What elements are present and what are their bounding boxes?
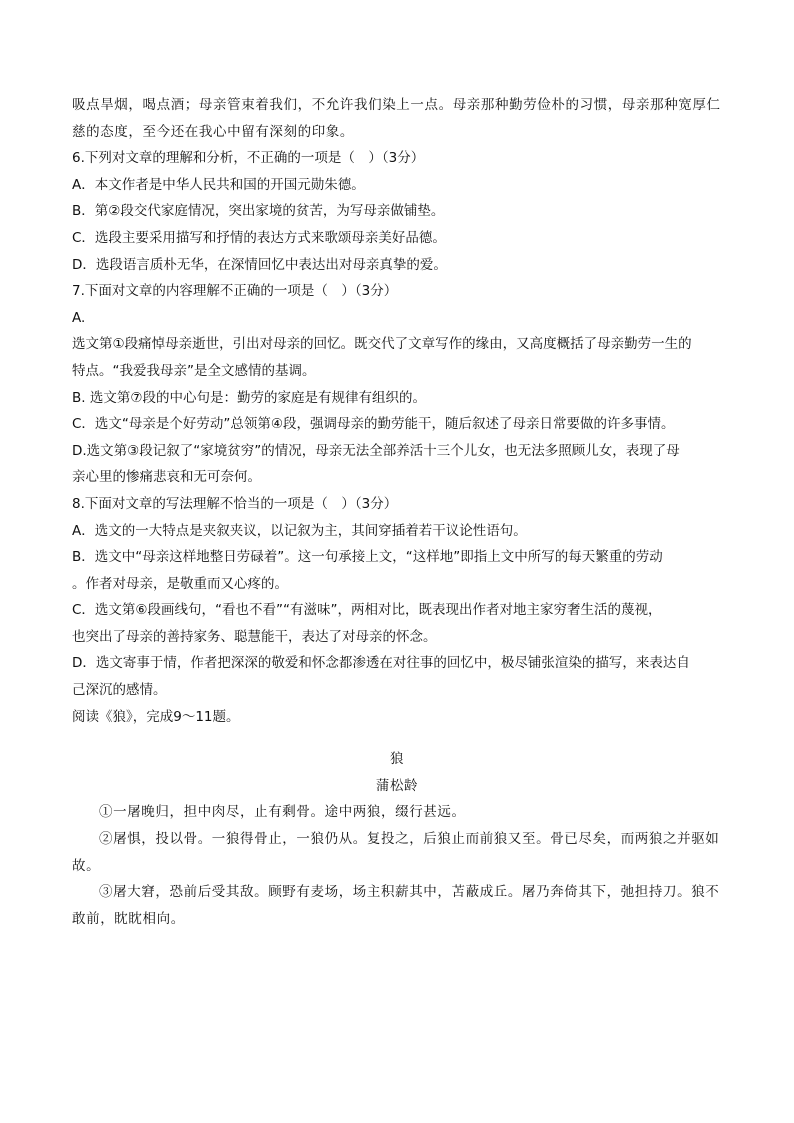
question-7-stem: 7.下面对文章的内容理解不正确的一项是（ ）（3分） (72, 283, 398, 300)
question-6-option-c: C．选段主要采用描写和抒情的表达方式来歌颂母亲美好品德。 (72, 229, 446, 246)
question-7-option-b: B. 选文第⑦段的中心句是：勤劳的家庭是有规律有组织的。 (72, 389, 426, 406)
question-6-option-d: D．选段语言质朴无华，在深情回忆中表达出对母亲真挚的爱。 (72, 256, 447, 273)
question-7-option-a-label: A. (72, 309, 86, 326)
question-6-option-a: A．本文作者是中华人民共和国的开国元勋朱德。 (72, 176, 365, 193)
poem-author: 蒲松龄 (375, 777, 419, 794)
question-7-option-d-line: D.选文第③段记叙了“家境贫穷”的情况，母亲无法全部养活十三个儿女，也无法多照顾儿女，表现了母 (72, 442, 680, 459)
question-8-option-b-line: B．选文中“母亲这样地整日劳碌着”。这一句承接上文，“这样地”即指上文中所写的每天繁重的劳动 (72, 549, 663, 566)
poem-paragraph-2-cont: 故。 (72, 857, 101, 874)
question-7-option-a-line: 特点。“我爱我母亲”是全文感情的基调。 (72, 362, 316, 379)
poem-paragraph-3-cont: 敢前，眈眈相向。 (72, 910, 185, 927)
question-8-option-d-line: D．选文寄事于情，作者把深深的敬爱和怀念都渗透在对往事的回忆中，极尽铺张渲染的描写，来表达自 (72, 655, 690, 672)
passage-line: 吸点旱烟，喝点酒；母亲管束着我们，不允许我们染上一点。母亲那种勤劳俭朴的习惯，母亲那种宽厚仁 (72, 97, 721, 113)
question-8-option-b-line: 。作者对母亲，是敬重而又心疼的。 (72, 575, 288, 592)
question-8-option-d-line: 己深沉的感情。 (72, 682, 167, 699)
document-content (72, 92, 722, 932)
question-7-option-a-line: 选文第①段痛悼母亲逝世，引出对母亲的回忆。既交代了文章写作的缘由，又高度概括了母亲勤劳一生的 (72, 336, 692, 353)
poem-paragraph-1: ①一屠晚归，担中肉尽，止有剩骨。途中两狼，缀行甚远。 (99, 804, 466, 821)
question-6-stem: 6.下列对文章的理解和分析，不正确的一项是（ ）（3分） (72, 150, 425, 167)
poem-title: 狼 (389, 751, 405, 768)
question-6-option-b: B．第②段交代家庭情况，突出家境的贫苦，为写母亲做铺垫。 (72, 203, 445, 220)
question-8-option-a: A．选文的一大特点是夹叙夹议，以记叙为主，其间穿插着若干议论性语句。 (72, 522, 527, 539)
passage-line: 慈的态度，至今还在我心中留有深刻的印象。 (72, 123, 354, 140)
poem-paragraph-3: ③屠大窘，恐前后受其敌。顾野有麦场，场主积薪其中，苫蔽成丘。屠乃奔倚其下，弛担持刀。狼不 (99, 884, 720, 901)
reading-intro: 阅读《狼》，完成9～11题。 (72, 708, 240, 725)
question-7-option-d-line: 亲心里的惨痛悲哀和无可奈何。 (72, 469, 261, 486)
question-7-option-c: C．选文“母亲是个好劳动”总领第④段，强调母亲的勤劳能干，随后叙述了母亲日常要做的许多事情。 (72, 416, 675, 433)
question-8-option-c-line: 也突出了母亲的善持家务、聪慧能干，表达了对母亲的怀念。 (72, 628, 437, 645)
poem-paragraph-2: ②屠惧，投以骨。一狼得骨止，一狼仍从。复投之，后狼止而前狼又至。骨已尽矣，而两狼之并驱如 (99, 831, 720, 848)
question-8-option-c-line: C．选文第⑥段画线句，“看也不看”“有滋味”，两相对比，既表现出作者对地主家穷奢生活的蔑视， (72, 602, 662, 619)
question-8-stem: 8.下面对文章的写法理解不恰当的一项是（ ）（3分） (72, 495, 398, 512)
spacer (72, 730, 722, 746)
